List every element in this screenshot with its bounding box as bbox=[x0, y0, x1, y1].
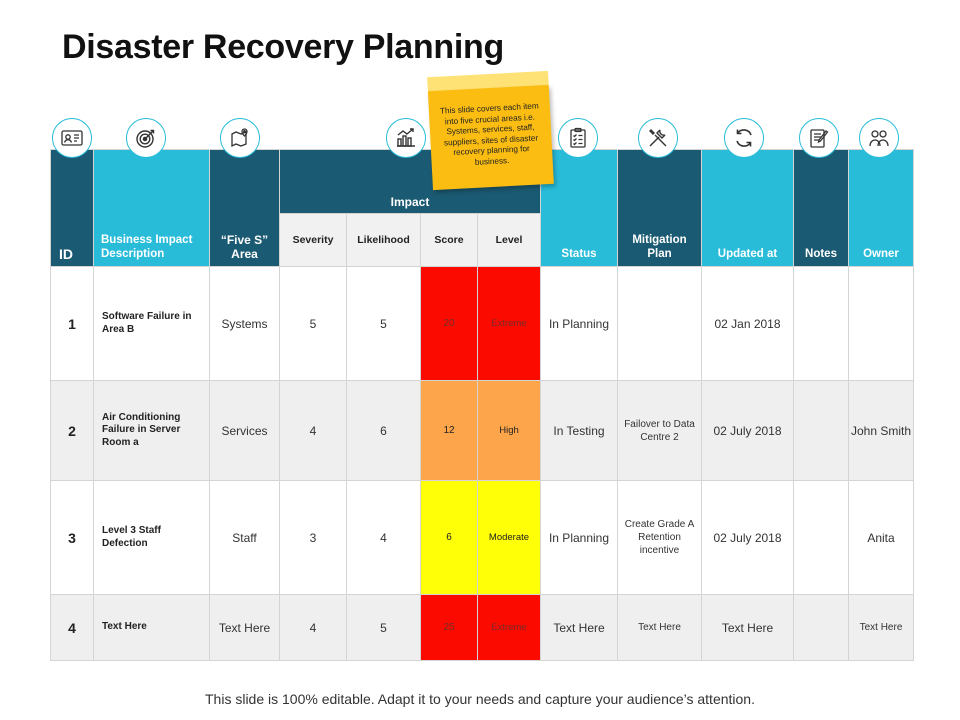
table-row bbox=[51, 595, 914, 661]
row-likelihood: 5 bbox=[347, 595, 421, 661]
row-area: Staff bbox=[210, 481, 280, 595]
row-updated: 02 Jan 2018 bbox=[702, 267, 794, 381]
row-owner bbox=[849, 267, 914, 381]
refresh-icon bbox=[724, 118, 764, 158]
row-score: 6 bbox=[421, 481, 478, 595]
row-level: Extreme bbox=[478, 267, 541, 381]
team-icon bbox=[859, 118, 899, 158]
row-area: Text Here bbox=[210, 595, 280, 661]
row-updated: 02 July 2018 bbox=[702, 481, 794, 595]
header-score: Score bbox=[421, 214, 478, 267]
header-description: Business Impact Description bbox=[94, 150, 210, 267]
row-status: In Testing bbox=[541, 381, 618, 481]
row-owner: Anita bbox=[849, 481, 914, 595]
row-updated: 02 July 2018 bbox=[702, 381, 794, 481]
header-owner: Owner bbox=[849, 150, 914, 267]
header-impact: Impact bbox=[280, 150, 541, 214]
header-severity: Severity bbox=[280, 214, 347, 267]
row-description: Air Conditioning Failure in Server Room a bbox=[94, 381, 210, 481]
row-description: Software Failure in Area B bbox=[94, 267, 210, 381]
checklist-icon bbox=[558, 118, 598, 158]
sticky-note-text: This slide covers each item into five crucial areas i.e. Systems, services, staff, suppliers, sites of disaster recovery planning for business. bbox=[428, 85, 554, 190]
row-updated: Text Here bbox=[702, 595, 794, 661]
row-id: 2 bbox=[51, 381, 94, 481]
row-severity: 4 bbox=[280, 381, 347, 481]
header-mitigation: Mitigation Plan bbox=[618, 150, 702, 267]
row-mitigation: Failover to Data Centre 2 bbox=[618, 381, 702, 481]
sticky-note bbox=[427, 71, 554, 190]
table-row bbox=[51, 381, 914, 481]
row-notes bbox=[794, 381, 849, 481]
target-icon bbox=[126, 118, 166, 158]
row-owner: John Smith bbox=[849, 381, 914, 481]
row-score: 12 bbox=[421, 381, 478, 481]
row-mitigation: Create Grade A Retention incentive bbox=[618, 481, 702, 595]
row-likelihood: 4 bbox=[347, 481, 421, 595]
row-likelihood: 6 bbox=[347, 381, 421, 481]
row-id: 4 bbox=[51, 595, 94, 661]
header-id: ID bbox=[51, 150, 94, 267]
header-likelihood: Likelihood bbox=[347, 214, 421, 267]
page-title: Disaster Recovery Planning bbox=[62, 28, 504, 66]
id-card-icon bbox=[52, 118, 92, 158]
row-mitigation bbox=[618, 267, 702, 381]
footer-caption: This slide is 100% editable. Adapt it to your needs and capture your audience’s attention. bbox=[205, 691, 755, 707]
row-notes bbox=[794, 267, 849, 381]
row-level: Extreme bbox=[478, 595, 541, 661]
tools-icon bbox=[638, 118, 678, 158]
row-status: Text Here bbox=[541, 595, 618, 661]
row-owner: Text Here bbox=[849, 595, 914, 661]
map-pin-icon bbox=[220, 118, 260, 158]
row-mitigation: Text Here bbox=[618, 595, 702, 661]
row-area: Services bbox=[210, 381, 280, 481]
bar-chart-icon bbox=[386, 118, 426, 158]
header-level: Level bbox=[478, 214, 541, 267]
row-severity: 5 bbox=[280, 267, 347, 381]
row-score: 25 bbox=[421, 595, 478, 661]
table-row bbox=[51, 267, 914, 381]
row-level: High bbox=[478, 381, 541, 481]
row-area: Systems bbox=[210, 267, 280, 381]
header-area: “Five S” Area bbox=[210, 150, 280, 267]
row-notes bbox=[794, 481, 849, 595]
header-status: Status bbox=[541, 150, 618, 267]
recovery-table bbox=[50, 149, 914, 661]
row-status: In Planning bbox=[541, 267, 618, 381]
row-likelihood: 5 bbox=[347, 267, 421, 381]
header-notes: Notes bbox=[794, 150, 849, 267]
row-severity: 4 bbox=[280, 595, 347, 661]
notepad-icon bbox=[799, 118, 839, 158]
row-notes bbox=[794, 595, 849, 661]
row-level: Moderate bbox=[478, 481, 541, 595]
row-score: 20 bbox=[421, 267, 478, 381]
row-description: Level 3 Staff Defection bbox=[94, 481, 210, 595]
header-updated: Updated at bbox=[702, 150, 794, 267]
row-severity: 3 bbox=[280, 481, 347, 595]
row-status: In Planning bbox=[541, 481, 618, 595]
table-row bbox=[51, 481, 914, 595]
row-description: Text Here bbox=[94, 595, 210, 661]
row-id: 3 bbox=[51, 481, 94, 595]
row-id: 1 bbox=[51, 267, 94, 381]
